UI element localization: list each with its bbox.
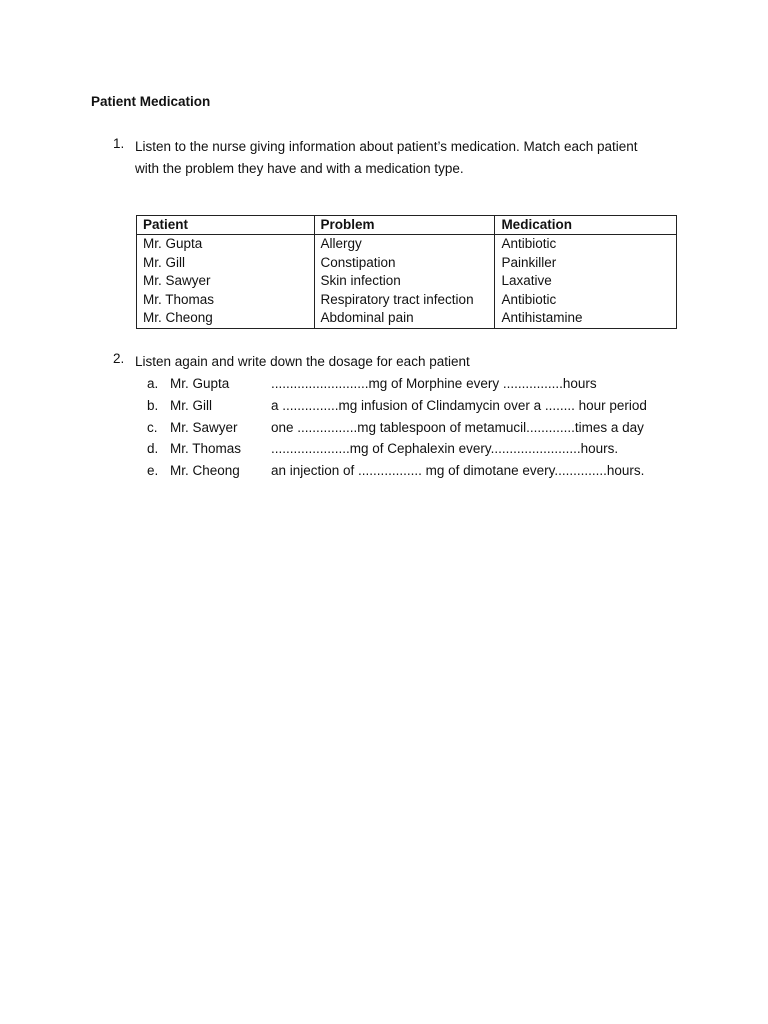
table-row — [137, 291, 677, 310]
cell-problem: Skin infection — [314, 272, 495, 291]
medication-table — [136, 215, 677, 329]
cell-medication: Antihistamine — [495, 309, 677, 328]
table-row — [137, 254, 677, 273]
question-1-line-1: Listen to the nurse giving information about patient’s medication. Match each patient — [135, 139, 638, 154]
dosage-letter: b. — [147, 397, 159, 413]
dosage-text: a ...............mg infusion of Clindamycin over a ........ hour period — [271, 397, 647, 413]
cell-patient: Mr. Sawyer — [137, 272, 315, 291]
table-row — [137, 309, 677, 328]
dosage-letter: c. — [147, 419, 158, 435]
dosage-patient: Mr. Thomas — [170, 441, 242, 457]
dosage-letter: e. — [147, 463, 159, 479]
cell-patient: Mr. Gupta — [137, 235, 315, 254]
cell-problem: Allergy — [314, 235, 495, 254]
cell-problem: Abdominal pain — [314, 309, 495, 328]
dosage-patient: Mr. Gupta — [170, 376, 230, 391]
table-header-row — [137, 216, 677, 235]
dosage-text: an injection of ................. mg of dimotane every..............hours. — [271, 463, 645, 479]
cell-patient: Mr. Cheong — [137, 309, 315, 328]
cell-medication: Antibiotic — [495, 291, 677, 310]
dosage-text: ..........................mg of Morphine every ................hours — [271, 376, 597, 391]
table-row — [137, 272, 677, 291]
cell-medication: Painkiller — [495, 254, 677, 273]
table-row — [137, 235, 677, 254]
dosage-letter: a. — [147, 376, 159, 391]
question-1-number: 1. — [113, 136, 125, 151]
dosage-text: one ................mg tablespoon of metamucil.............times a day — [271, 419, 644, 435]
question-2-text: Listen again and write down the dosage for each patient — [135, 354, 470, 369]
cell-problem: Constipation — [314, 254, 495, 273]
cell-patient: Mr. Thomas — [137, 291, 315, 310]
cell-patient: Mr. Gill — [137, 254, 315, 273]
question-1-text — [135, 136, 638, 180]
header-problem: Problem — [314, 216, 495, 235]
dosage-patient: Mr. Gill — [170, 397, 212, 413]
cell-problem: Respiratory tract infection — [314, 291, 495, 310]
page-title: Patient Medication — [91, 94, 211, 109]
cell-medication: Antibiotic — [495, 235, 677, 254]
cell-medication: Laxative — [495, 272, 677, 291]
dosage-patient: Mr. Cheong — [170, 463, 240, 479]
header-medication: Medication — [495, 216, 677, 235]
dosage-letter: d. — [147, 441, 159, 457]
dosage-text: .....................mg of Cephalexin every........................hours. — [271, 441, 619, 457]
question-2-number: 2. — [113, 351, 125, 366]
header-patient: Patient — [137, 216, 315, 235]
dosage-patient: Mr. Sawyer — [170, 419, 238, 435]
question-1-line-2: with the problem they have and with a medication type. — [135, 161, 464, 176]
